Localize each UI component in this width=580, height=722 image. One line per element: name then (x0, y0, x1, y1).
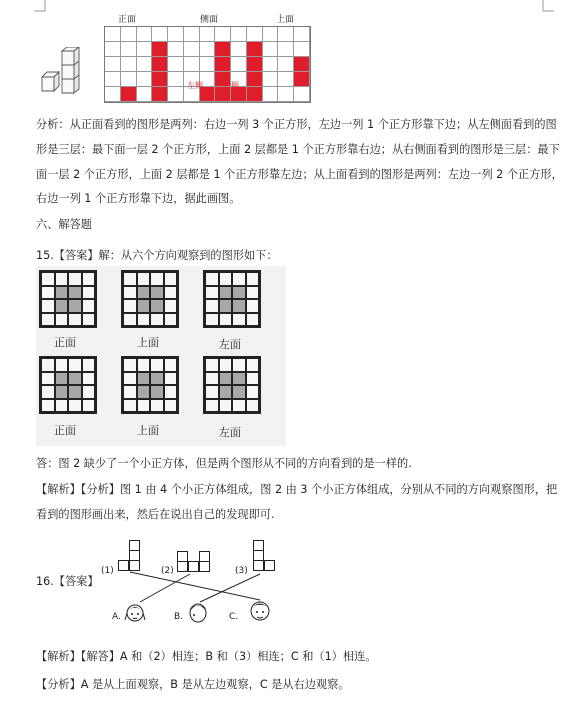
q16-shape-label-1: (1) (101, 566, 114, 576)
grid-cell (168, 57, 184, 72)
grid-cell (246, 385, 260, 399)
grid-cell-filled (215, 42, 231, 57)
grid-cell (205, 313, 219, 327)
grid-cell (231, 42, 247, 57)
grid-cell (246, 372, 260, 386)
grid-cell (41, 299, 55, 313)
q15-label-front-2: 正面 (54, 424, 76, 437)
grid-cell (68, 399, 82, 413)
grid-cell (231, 27, 247, 42)
grid-cell (205, 299, 219, 313)
grid-cell-filled (247, 57, 263, 72)
grid-cell (294, 27, 310, 42)
grid-cell (105, 87, 121, 102)
q15-view-grid (121, 356, 179, 414)
grid-cell (164, 399, 178, 413)
grid-cell (246, 399, 260, 413)
grid-cell (82, 286, 96, 300)
grid-cell (200, 27, 216, 42)
grid-cell (41, 313, 55, 327)
grid-cell-shaded (137, 299, 151, 313)
grid-cell (164, 358, 178, 372)
q15-label-top-2: 上面 (137, 424, 159, 437)
grid-cell (246, 286, 260, 300)
grid-cell-shaded (219, 286, 233, 300)
grid-cell (150, 272, 164, 286)
grid-cell (150, 399, 164, 413)
grid-cell (219, 358, 233, 372)
label-right-side: 右侧 (223, 81, 239, 90)
q15-label-top-1: 上面 (137, 336, 159, 349)
grid-cell-shaded (68, 286, 82, 300)
corner-mark-top-left (34, 0, 46, 12)
grid-cell (164, 313, 178, 327)
q16-person-label-c: C. (229, 612, 239, 622)
grid-cell-shaded (150, 385, 164, 399)
grid-cell-shaded (137, 385, 151, 399)
q16-person-b-head-icon (186, 600, 210, 624)
grid-cell (164, 372, 178, 386)
grid-cell-shaded (68, 372, 82, 386)
grid-cell (55, 399, 69, 413)
grid-cell (123, 272, 137, 286)
grid-cell (168, 72, 184, 87)
grid-cell (105, 72, 121, 87)
q16-analysis: 【分析】A 是从上面观察，B 是从左边观察，C 是从右边观察。 (36, 678, 350, 691)
grid-cell (263, 27, 279, 42)
grid-cell (137, 313, 151, 327)
label-top: 上面 (276, 15, 295, 25)
grid-cell (232, 358, 246, 372)
grid-cell (246, 299, 260, 313)
grid-cell (263, 72, 279, 87)
q15-label-left-2: 左面 (219, 426, 241, 439)
grid-cell (205, 286, 219, 300)
grid-cell (121, 27, 137, 42)
grid-cell (246, 358, 260, 372)
grid-cell (200, 42, 216, 57)
q16-person-label-b: B. (174, 612, 184, 622)
label-left-side: 左侧 (187, 81, 203, 90)
grid-cell (184, 27, 200, 42)
grid-cell-filled (152, 57, 168, 72)
grid-cell (150, 313, 164, 327)
q15-explain-line-2: 看到的图形画出来，然后在说出自己的发现即可. (36, 508, 275, 521)
grid-cell (168, 42, 184, 57)
grid-cell (41, 372, 55, 386)
q15-label-left-1: 左面 (219, 338, 241, 351)
label-front: 正面 (118, 15, 137, 25)
grid-cell (68, 313, 82, 327)
grid-cell (232, 272, 246, 286)
grid-cell (168, 27, 184, 42)
grid-cell (164, 385, 178, 399)
grid-cell (55, 313, 69, 327)
grid-cell (278, 57, 294, 72)
grid-cell (232, 313, 246, 327)
analysis-line-4: 右边一列 1 个正方形靠下边，据此画图。 (36, 192, 241, 205)
q15-view-grid (203, 356, 261, 414)
grid-cell (205, 385, 219, 399)
grid-cell-shaded (137, 286, 151, 300)
label-side: 侧面 (200, 15, 219, 25)
grid-cell (232, 399, 246, 413)
grid-cell (137, 87, 153, 102)
grid-cell (205, 372, 219, 386)
grid-cell (247, 27, 263, 42)
grid-cell (219, 313, 233, 327)
grid-cell-filled (294, 72, 310, 87)
grid-cell-shaded (68, 385, 82, 399)
grid-cell (123, 372, 137, 386)
grid-cell (105, 42, 121, 57)
grid-cell (246, 272, 260, 286)
grid-cell (246, 313, 260, 327)
grid-cell (123, 399, 137, 413)
grid-cell-filled (152, 87, 168, 102)
grid-cell (123, 299, 137, 313)
grid-cell (105, 27, 121, 42)
grid-cell (294, 42, 310, 57)
q16-shape-label-2: (2) (161, 566, 174, 576)
grid-cell (105, 57, 121, 72)
grid-cell-shaded (55, 385, 69, 399)
grid-cell (41, 399, 55, 413)
analysis-line-3: 面一层 2 个正方形，上面 2 层都是 1 个正方形靠左边；从上面看到的图形是两列：左边一列 2 个正方形， (36, 168, 563, 181)
grid-cell (41, 358, 55, 372)
analysis-line-2: 形是三层：最下面一层 2 个正方形，上面 2 层都是 1 个正方形靠右边；从右侧面看到的图形是三层：最下 (36, 143, 560, 156)
analysis-line-1: 分析：从正面看到的图形是两列：右边一列 3 个正方形，左边一列 1 个正方形靠下边；从左侧面看到的图 (36, 118, 557, 131)
grid-cell (123, 313, 137, 327)
grid-cell (137, 399, 151, 413)
q15-label-front-1: 正面 (54, 336, 76, 349)
grid-cell (82, 272, 96, 286)
grid-cell-shaded (219, 385, 233, 399)
q15-view-grid (203, 270, 261, 328)
q16-answer-line: 16.【答案】 (36, 575, 99, 588)
grid-cell (55, 272, 69, 286)
grid-cell (55, 358, 69, 372)
q16-person-a-girl-icon (123, 600, 147, 624)
grid-cell-shaded (232, 372, 246, 386)
grid-cell (263, 57, 279, 72)
grid-cell (278, 72, 294, 87)
grid-cell (164, 286, 178, 300)
grid-cell-shaded (68, 299, 82, 313)
grid-cell (41, 385, 55, 399)
grid-cell-shaded (137, 372, 151, 386)
grid-cell-shaded (219, 372, 233, 386)
grid-cell (278, 87, 294, 102)
grid-cell (164, 299, 178, 313)
grid-cell (121, 57, 137, 72)
grid-cell (137, 57, 153, 72)
grid-cell (121, 72, 137, 87)
grid-cell-shaded (232, 299, 246, 313)
grid-cell (68, 272, 82, 286)
grid-cell (168, 87, 184, 102)
grid-cell-shaded (232, 286, 246, 300)
grid-cell (205, 399, 219, 413)
grid-cell (137, 358, 151, 372)
grid-cell-filled (152, 42, 168, 57)
grid-cell-shaded (150, 299, 164, 313)
grid-cell-filled (215, 57, 231, 72)
grid-cell (152, 27, 168, 42)
drawing-grid (104, 26, 311, 103)
grid-cell-filled (152, 72, 168, 87)
grid-cell (294, 87, 310, 102)
grid-cell-filled (294, 57, 310, 72)
grid-cell (231, 57, 247, 72)
grid-cell-shaded (55, 286, 69, 300)
grid-cell-shaded (55, 372, 69, 386)
q16-explanation: 【解析】【解答】A 和（2）相连；B 和（3）相连；C 和（1）相连。 (36, 650, 377, 663)
grid-cell (205, 272, 219, 286)
q15-view-grid (121, 270, 179, 328)
q16-person-c-boy-icon (247, 598, 273, 624)
grid-cell-filled (121, 87, 137, 102)
grid-cell (123, 385, 137, 399)
grid-cell (205, 358, 219, 372)
grid-cell (137, 72, 153, 87)
q15-view-grid (39, 356, 97, 414)
cube-stack-illustration (38, 47, 88, 97)
grid-cell-shaded (55, 299, 69, 313)
q15-explain-line-1: 【解析】【分析】图 1 由 4 个小正方体组成，图 2 由 3 个小正方体组成，分别从不同的方向观察图形，把 (36, 483, 558, 496)
grid-cell (278, 42, 294, 57)
grid-cell (41, 272, 55, 286)
grid-cell (123, 358, 137, 372)
section-title: 六、解答题 (36, 218, 92, 231)
grid-cell (184, 57, 200, 72)
grid-cell (82, 313, 96, 327)
grid-cell (82, 399, 96, 413)
q15-conclusion: 答：图 2 缺少了一个小正方体，但是两个图形从不同的方向看到的是一样的. (36, 457, 412, 470)
grid-cell (164, 272, 178, 286)
grid-cell (137, 27, 153, 42)
grid-cell (215, 27, 231, 42)
grid-cell-shaded (150, 286, 164, 300)
q16-person-label-a: A. (112, 612, 121, 622)
grid-cell (137, 42, 153, 57)
grid-cell (263, 87, 279, 102)
corner-mark-top-right (542, 0, 554, 12)
grid-cell (68, 358, 82, 372)
grid-cell-shaded (219, 299, 233, 313)
grid-cell (184, 42, 200, 57)
grid-cell (121, 42, 137, 57)
grid-cell (137, 272, 151, 286)
grid-cell (219, 399, 233, 413)
grid-cell (41, 286, 55, 300)
grid-cell (219, 272, 233, 286)
grid-cell (123, 286, 137, 300)
grid-cell (278, 27, 294, 42)
grid-cell (150, 358, 164, 372)
grid-cell (200, 57, 216, 72)
grid-cell (82, 372, 96, 386)
grid-cell-filled (247, 42, 263, 57)
grid-cell (263, 42, 279, 57)
grid-cell (82, 299, 96, 313)
grid-cell-shaded (150, 372, 164, 386)
q15-view-grid (39, 270, 97, 328)
q15-answer-line: 15.【答案】解：从六个方向观察到的图形如下： (36, 249, 278, 262)
grid-cell (82, 358, 96, 372)
grid-cell-filled (247, 72, 263, 87)
q16-shape-label-3: (3) (235, 566, 248, 576)
grid-cell-shaded (232, 385, 246, 399)
grid-cell (82, 385, 96, 399)
grid-cell-filled (247, 87, 263, 102)
